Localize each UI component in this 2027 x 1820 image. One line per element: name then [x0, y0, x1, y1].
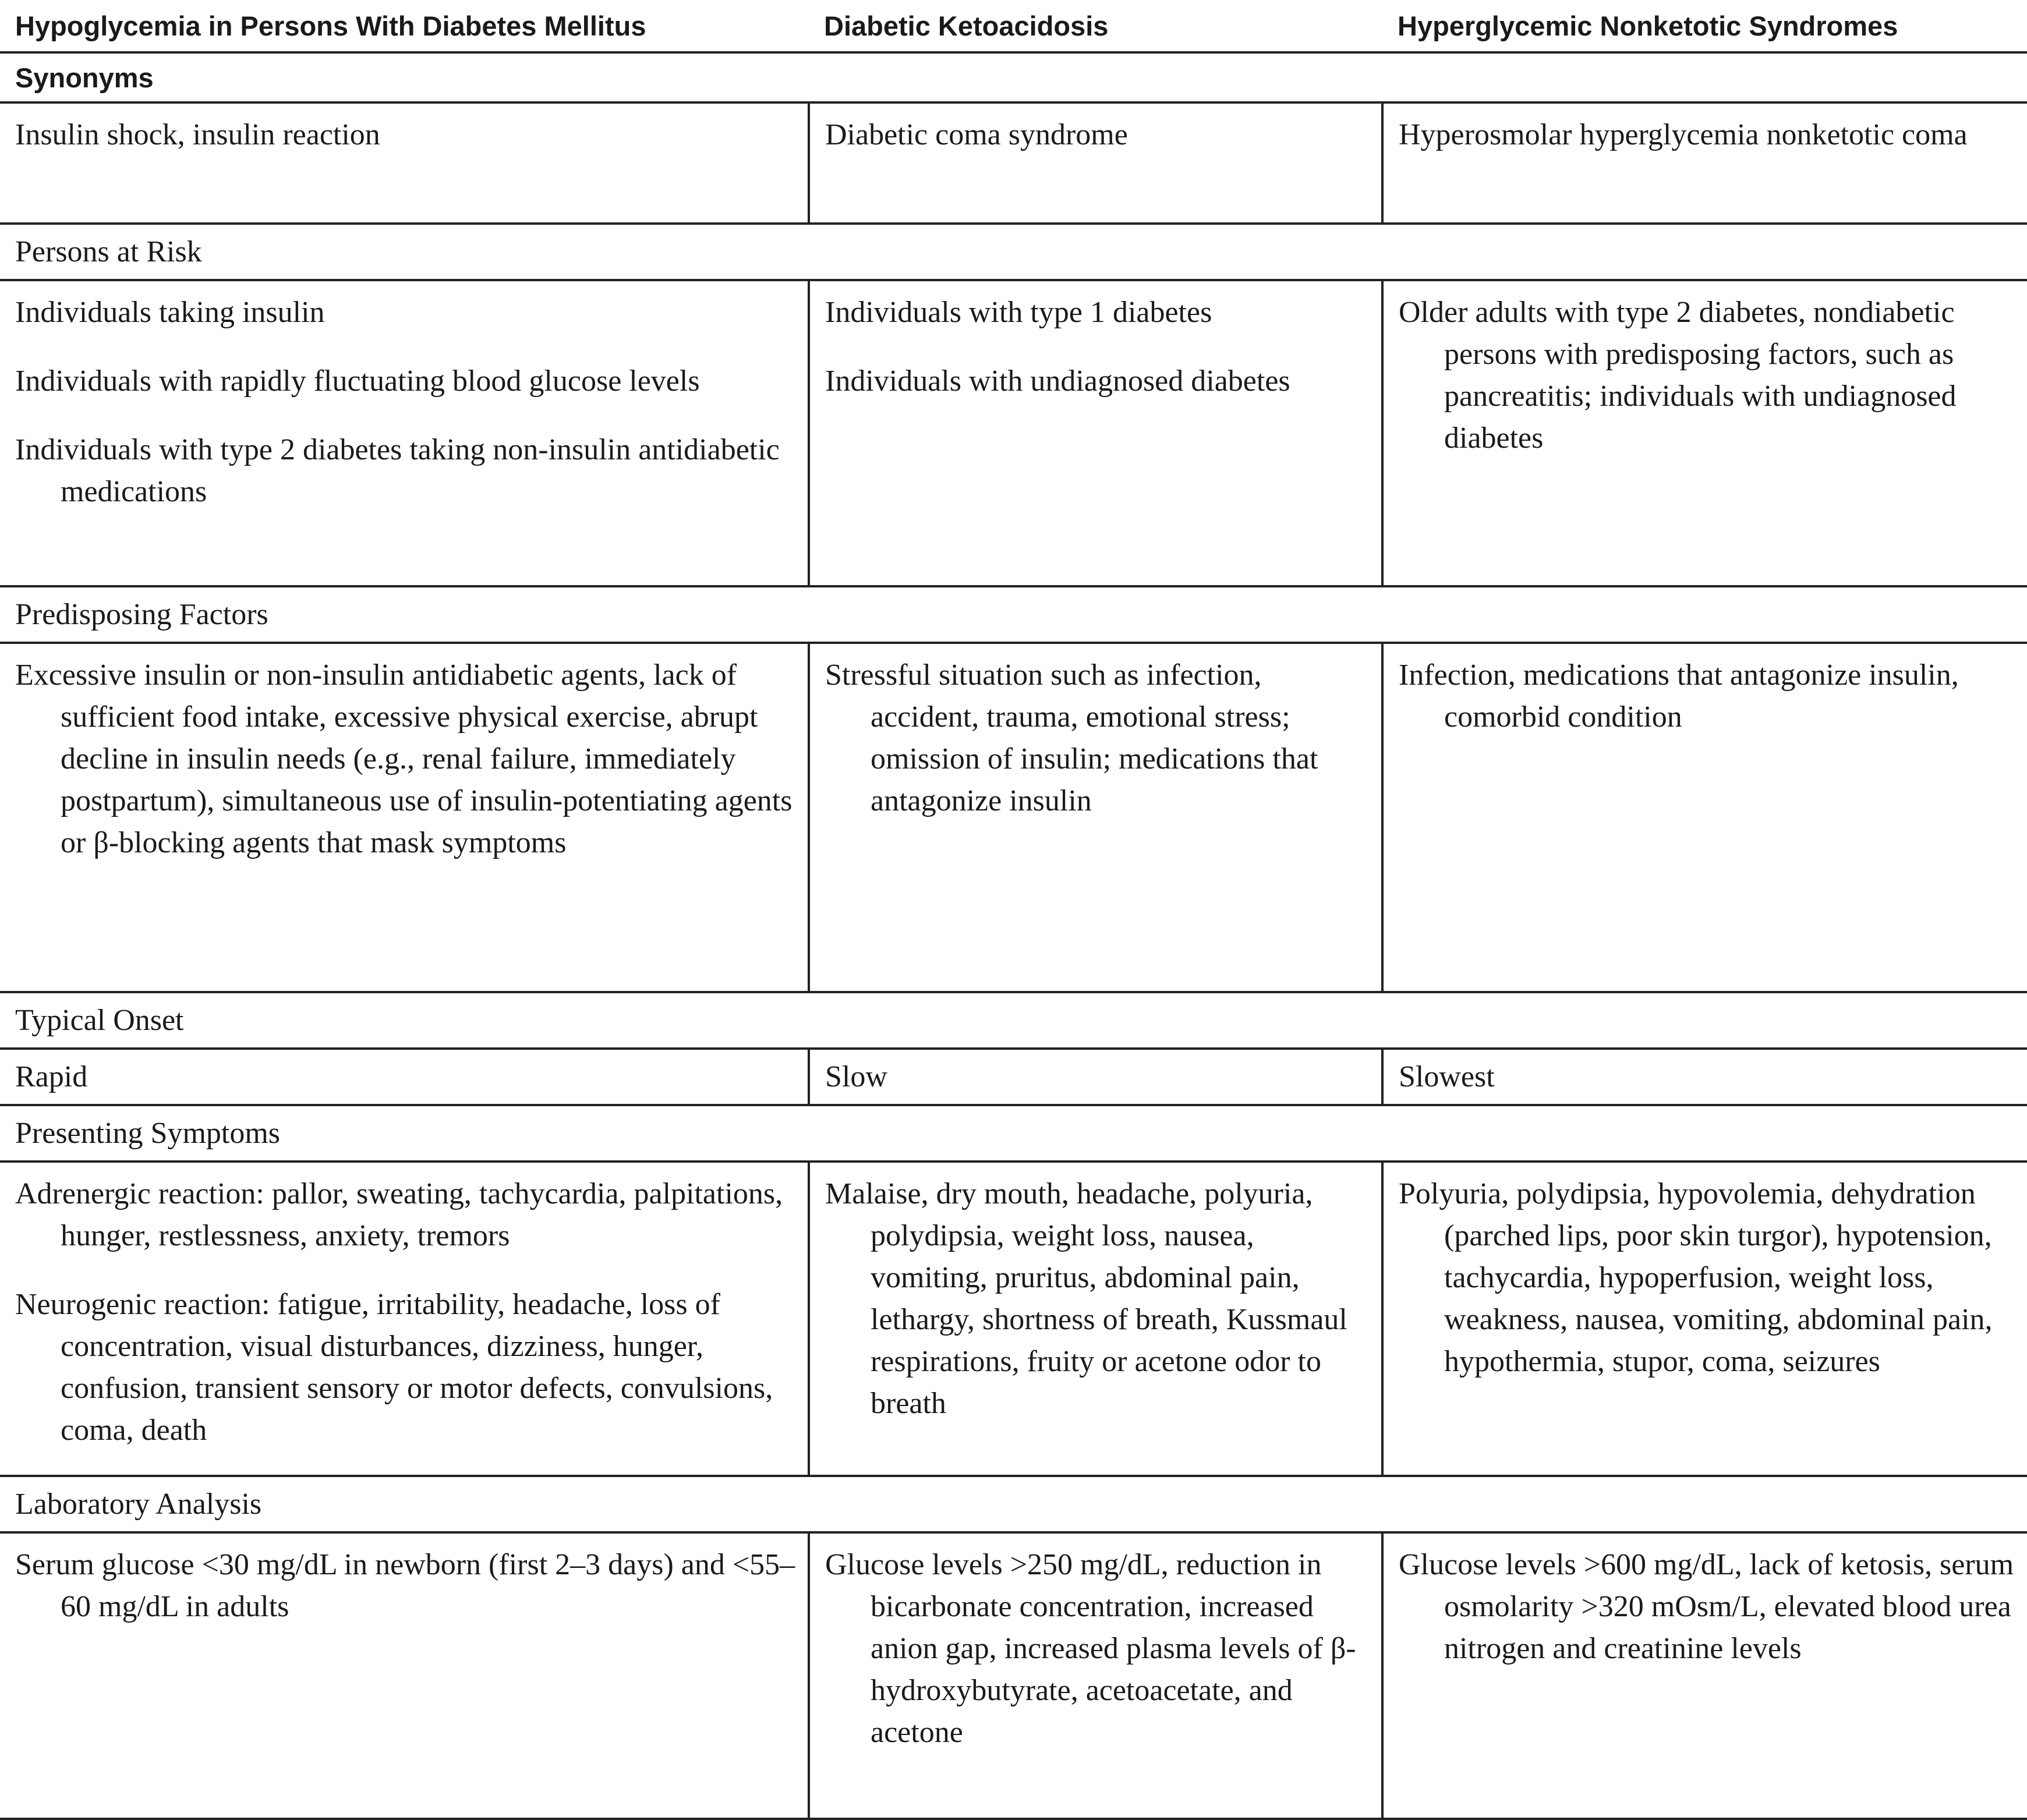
table-cell [0, 102, 809, 224]
cell-paragraph: Hyperosmolar hyperglycemia nonketotic coma [1399, 118, 1968, 151]
section-title: Persons at Risk [0, 224, 2027, 280]
section-title: Presenting Symptoms [0, 1105, 2027, 1162]
table-cell [809, 280, 1382, 586]
section-header-laboratory-analysis [0, 1476, 2027, 1532]
cell-paragraph: Glucose levels >250 mg/dL, reduction in bicarbonate concentration, increased anion gap, increased plasma levels of β-hydroxybutyrate, acetoacetate, and acetone [825, 1548, 1356, 1749]
cell-paragraph: Polyuria, polydipsia, hypovolemia, dehydration (parched lips, poor skin turgor), hypotension, tachycardia, hypoperfusion, weight loss, weakness, nausea, vomiting, abdominal pain, hypothermia, stupor, coma, seizures [1399, 1177, 1993, 1378]
cell-paragraph: Malaise, dry mouth, headache, polyuria, polydipsia, weight loss, nausea, vomiting, pruritus, abdominal pain, lethargy, shortness of breath, Kussmaul respirations, fruity or acetone odor to breath [825, 1177, 1347, 1420]
table-row [0, 643, 2027, 992]
table-cell [1382, 280, 2027, 586]
cell-paragraph: Individuals with rapidly fluctuating blood glucose levels [15, 364, 700, 398]
table-row [0, 1162, 2027, 1476]
cell-paragraph: Glucose levels >600 mg/dL, lack of ketosis, serum osmolarity >320 mOsm/L, elevated blood urea nitrogen and creatinine levels [1399, 1548, 2014, 1665]
table-row [0, 1532, 2027, 1819]
table-row [0, 102, 2027, 224]
cell-paragraph: Individuals with type 2 diabetes taking non-insulin antidiabetic medications [15, 433, 780, 508]
section-header-predisposing-factors [0, 586, 2027, 643]
table-row [0, 280, 2027, 586]
table-cell [809, 1049, 1382, 1105]
section-title: Typical Onset [0, 992, 2027, 1049]
cell-paragraph: Individuals taking insulin [15, 296, 325, 329]
section-title: Laboratory Analysis [0, 1476, 2027, 1532]
table-row [0, 1049, 2027, 1105]
table-cell [0, 1049, 809, 1105]
table-cell [0, 1532, 809, 1819]
table-cell [1382, 1049, 2027, 1105]
table-cell [0, 280, 809, 586]
table-cell [809, 643, 1382, 992]
column-header-ketoacidosis: Diabetic Ketoacidosis [809, 0, 1382, 52]
section-title: Predisposing Factors [0, 586, 2027, 643]
cell-paragraph: Serum glucose <30 mg/dL in newborn (first 2–3 days) and <55–60 mg/dL in adults [15, 1548, 795, 1623]
cell-paragraph: Slowest [1399, 1060, 1495, 1093]
column-header-hypoglycemia: Hypoglycemia in Persons With Diabetes Mellitus [0, 0, 809, 52]
table-cell [1382, 643, 2027, 992]
section-header-presenting-symptoms [0, 1105, 2027, 1162]
cell-paragraph: Excessive insulin or non-insulin antidiabetic agents, lack of sufficient food intake, excessive physical exercise, abrupt decline in insulin needs (e.g., renal failure, immediately postpartum), simultaneous use of insulin-potentiating agents or β-blocking agents that mask symptoms [15, 658, 793, 859]
cell-paragraph: Diabetic coma syndrome [825, 118, 1128, 151]
table-cell [1382, 1532, 2027, 1819]
section-header-typical-onset [0, 992, 2027, 1049]
cell-paragraph: Insulin shock, insulin reaction [15, 118, 380, 151]
table-cell [809, 1162, 1382, 1476]
cell-paragraph: Slow [825, 1060, 887, 1093]
cell-paragraph: Individuals with undiagnosed diabetes [825, 364, 1290, 398]
cell-paragraph: Neurogenic reaction: fatigue, irritability, headache, loss of concentration, visual disturbances, dizziness, hunger, confusion, transient sensory or motor defects, convulsions, coma, death [15, 1288, 773, 1447]
section-header-persons-at-risk [0, 224, 2027, 280]
table-cell [0, 1162, 809, 1476]
table-cell [0, 643, 809, 992]
section-header-synonyms [0, 52, 2027, 102]
cell-paragraph: Older adults with type 2 diabetes, nondiabetic persons with predisposing factors, such as pancreatitis; individuals with undiagnosed diabetes [1399, 296, 1957, 455]
cell-paragraph: Infection, medications that antagonize insulin, comorbid condition [1399, 658, 1959, 734]
cell-paragraph: Rapid [15, 1060, 88, 1093]
table-cell [809, 1532, 1382, 1819]
table-cell [1382, 102, 2027, 224]
column-header-row [0, 0, 2027, 52]
column-header-hyperglycemic: Hyperglycemic Nonketotic Syndromes [1382, 0, 2027, 52]
section-title: Synonyms [0, 52, 2027, 102]
table-cell [809, 102, 1382, 224]
cell-paragraph: Adrenergic reaction: pallor, sweating, tachycardia, palpitations, hunger, restlessness, anxiety, tremors [15, 1177, 783, 1252]
table-cell [1382, 1162, 2027, 1476]
cell-paragraph: Stressful situation such as infection, accident, trauma, emotional stress; omission of insulin; medications that antagonize insulin [825, 658, 1318, 817]
cell-paragraph: Individuals with type 1 diabetes [825, 296, 1212, 329]
